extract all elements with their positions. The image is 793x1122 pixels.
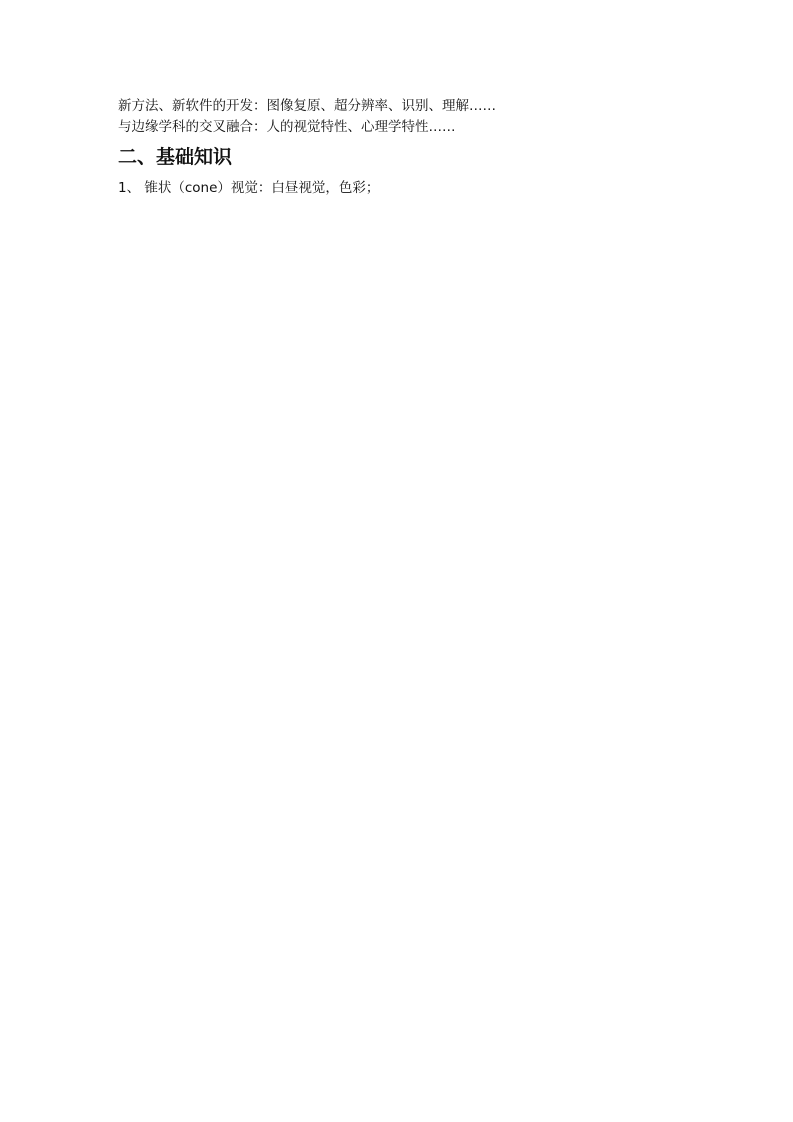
- intro-line-1: 新方法、新软件的开发：图像复原、超分辨率、识别、理解……: [118, 98, 496, 114]
- section-heading-2: 二、基础知识: [118, 146, 233, 168]
- document-page: [0, 0, 678, 199]
- item-2-1: 1、 锥状（cone）视觉：白昼视觉，色彩；: [118, 180, 380, 196]
- intro-line-2: 与边缘学科的交叉融合：人的视觉特性、心理学特性……: [118, 119, 456, 135]
